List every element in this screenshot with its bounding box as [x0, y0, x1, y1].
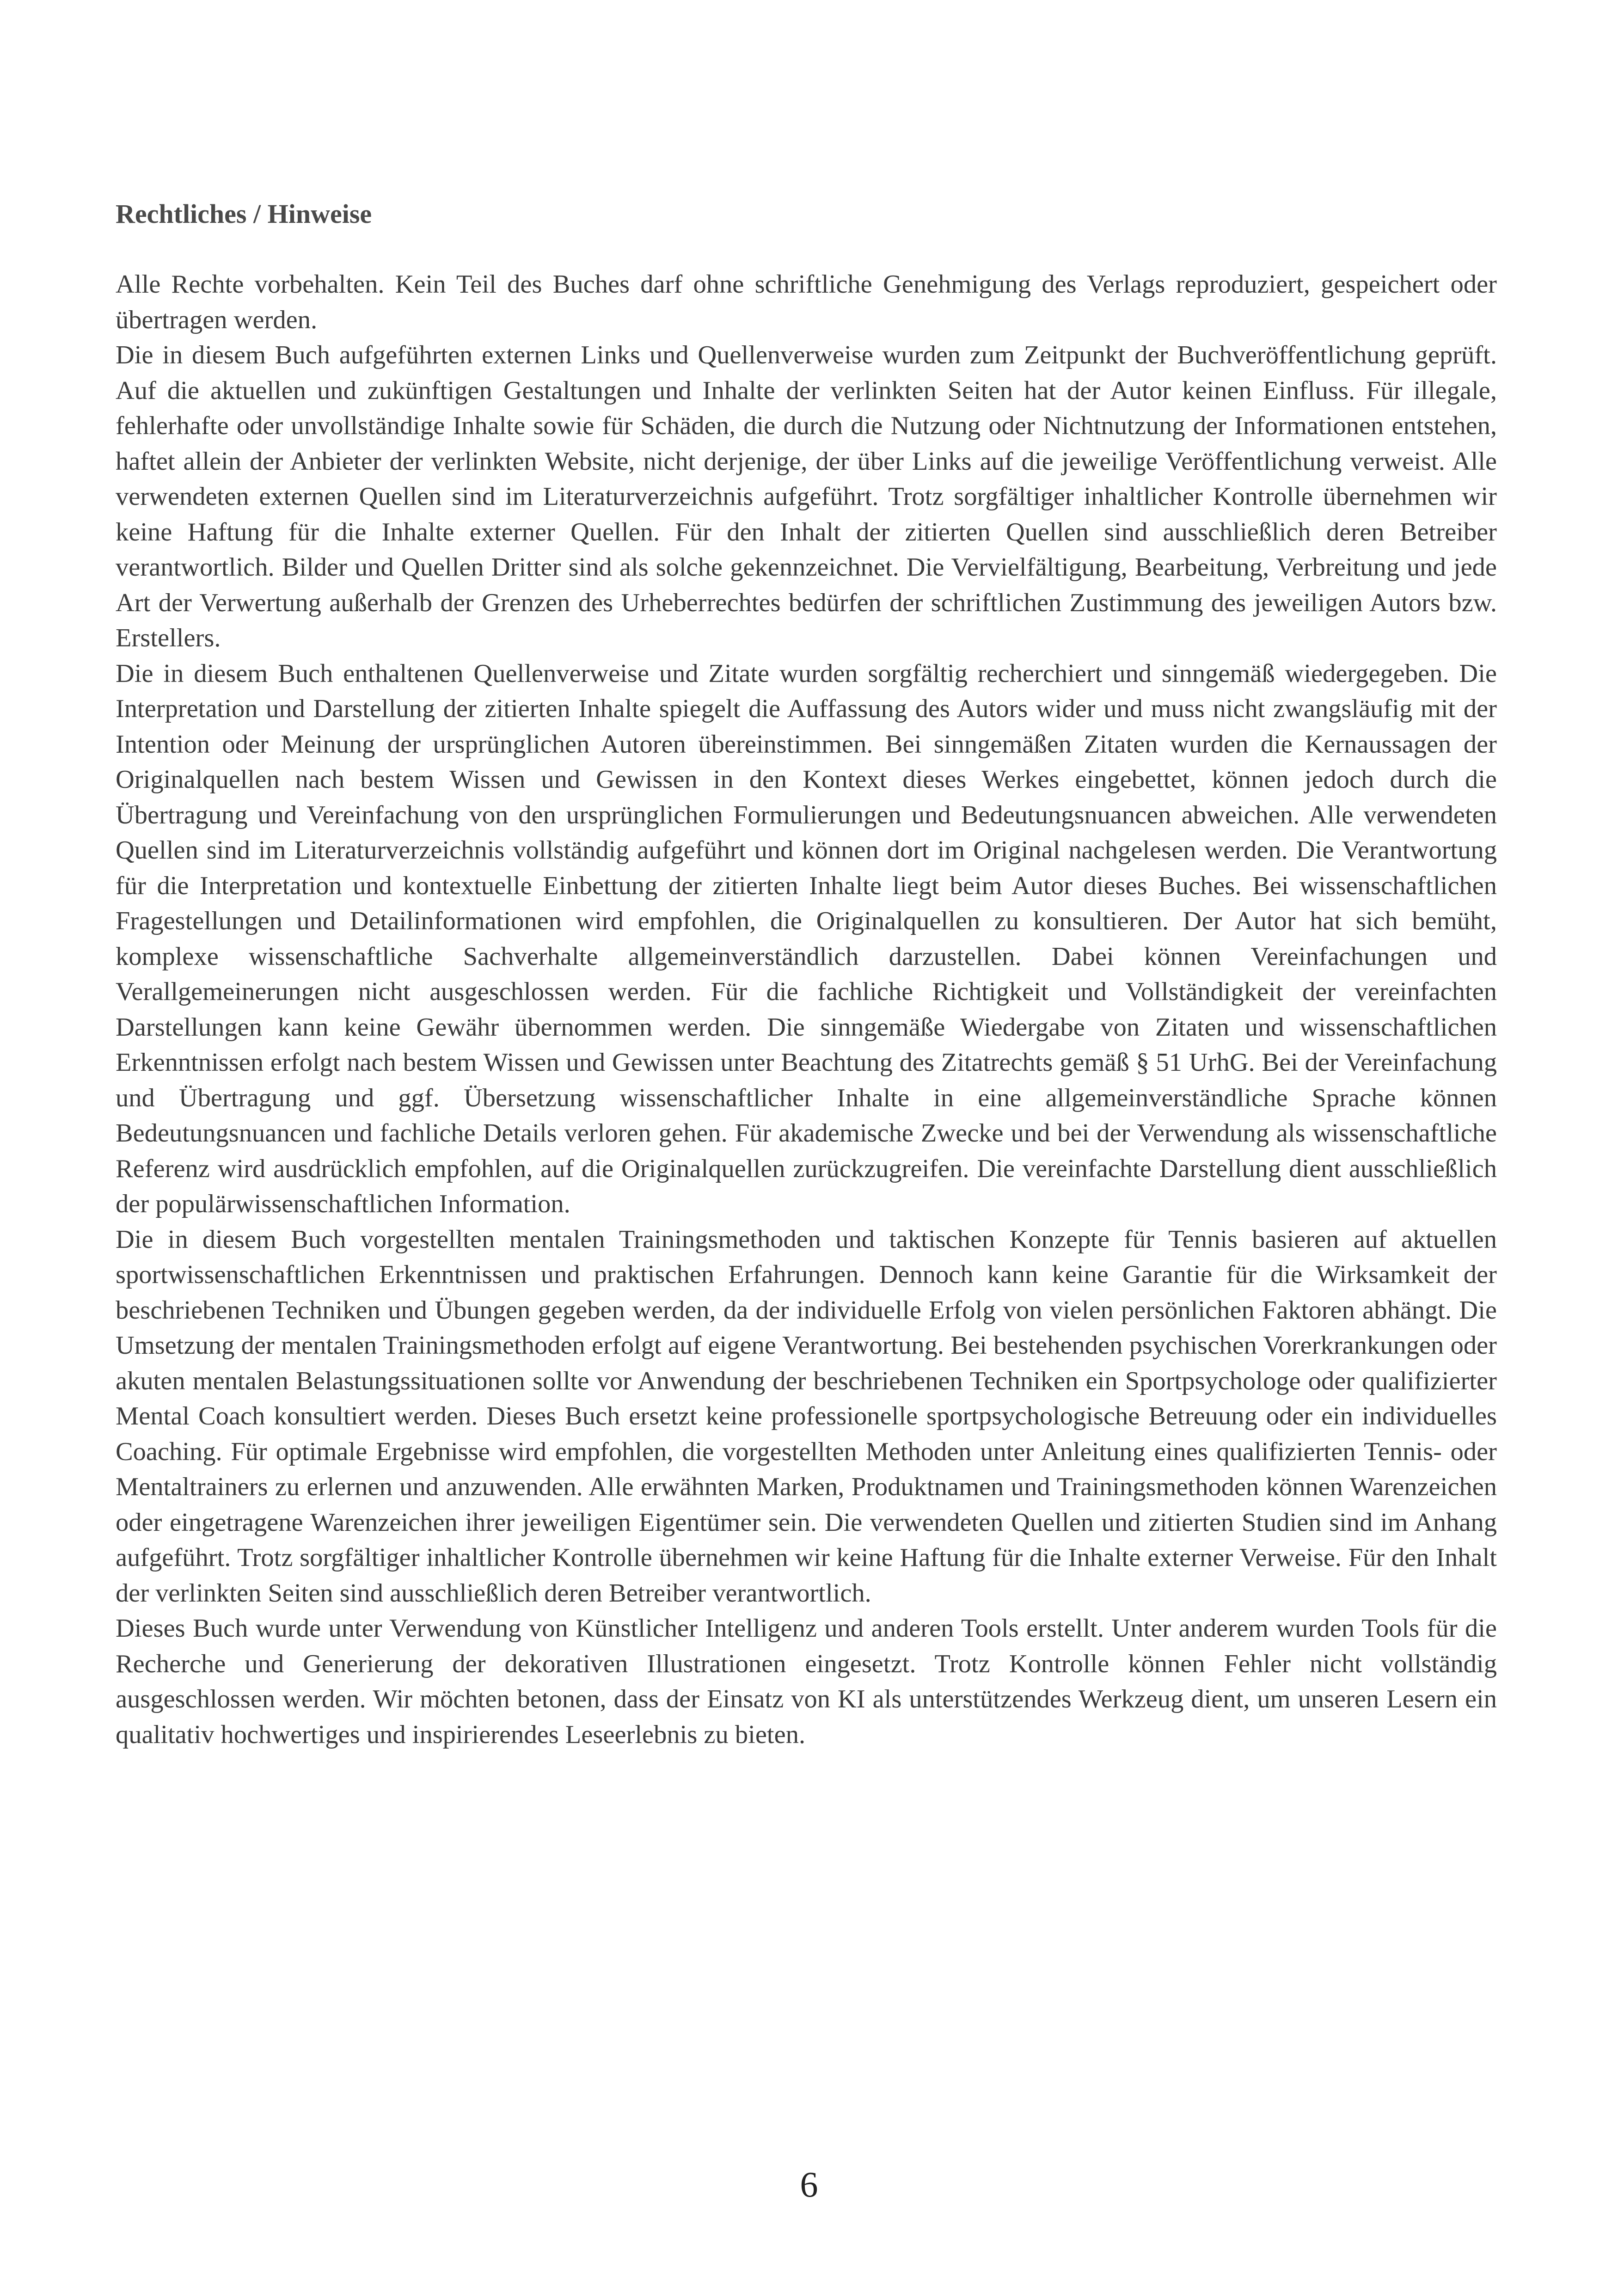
paragraph-citations: Die in diesem Buch enthaltenen Quellenverweise und Zitate wurden sorgfältig recherchiert und sinngemäß wiedergegeben. Die Interpretation und Darstellung der zitierten Inhalte spiegelt die Auffassung des Autors wider und muss nicht zwangsläufig mit der Intention oder Meinung der ursprünglichen Autoren übereinstimmen. Bei sinngemäßen Zitaten wurden die Kernaussagen der Originalquellen nach bestem Wissen und Gewissen in den Kontext dieses Werkes eingebettet, können jedoch durch die Übertragung und Vereinfachung von den ursprünglichen Formulierungen und Bedeutungsnuancen abweichen. Alle verwendeten Quellen sind im Literaturverzeichnis vollständig aufgeführt und können dort im Original nachgelesen werden. Die Verantwortung für die Interpretation und kontextuelle Einbettung der zitierten Inhalte liegt beim Autor dieses Buches. Bei wissenschaftlichen Fragestellungen und Detailinformationen wird empfohlen, die Originalquellen zu konsultieren. Der Autor hat sich bemüht, komplexe wissenschaftliche Sachverhalte allgemeinverständlich darzustellen. Dabei können Vereinfachungen und Verallgemeinerungen nicht ausgeschlossen werden. Für die fachliche Richtigkeit und Vollständigkeit der vereinfachten Darstellungen kann keine Gewähr übernommen werden. Die sinngemäße Wiedergabe von Zitaten und wissenschaftlichen Erkenntnissen erfolgt nach bestem Wissen und Gewissen unter Beachtung des Zitatrechts gemäß § 51 UrhG. Bei der Vereinfachung und Übertragung und ggf. Übersetzung wissenschaftlicher Inhalte in eine allgemeinverständliche Sprache können Bedeutungsnuancen und fachliche Details verloren gehen. Für akademische Zwecke und bei der Verwendung als wissenschaftliche Referenz wird ausdrücklich empfohlen, auf die Originalquellen zurückzugreifen. Die vereinfachte Darstellung dient ausschließlich der populärwissenschaftlichen Information.	[116, 659, 1497, 1218]
paragraph-copyright: Alle Rechte vorbehalten. Kein Teil des Buches darf ohne schriftliche Genehmigung des Verlags reproduziert, gespeichert oder übertragen werden.	[116, 270, 1497, 334]
paragraph-training-disclaimer: Die in diesem Buch vorgestellten mentalen Trainingsmethoden und taktischen Konzepte für Tennis basieren auf aktuellen sportwissenschaftlichen Erkenntnissen und praktischen Erfahrungen. Dennoch kann keine Garantie für die Wirksamkeit der beschriebenen Techniken und Übungen gegeben werden, da der individuelle Erfolg von vielen persönlichen Faktoren abhängt. Die Umsetzung der mentalen Trainingsmethoden erfolgt auf eigene Verantwortung. Bei bestehenden psychischen Vorerkrankungen oder akuten mentalen Belastungssituationen sollte vor Anwendung der beschriebenen Techniken ein Sportpsychologe oder qualifizierter Mental Coach konsultiert werden. Dieses Buch ersetzt keine professionelle sportpsychologische Betreuung oder ein individuelles Coaching. Für optimale Ergebnisse wird empfohlen, die vorgestellten Methoden unter Anleitung eines qualifizierten Tennis- oder Mentaltrainers zu erlernen und anzuwenden. Alle erwähnten Marken, Produktnamen und Trainingsmethoden können Warenzeichen oder eingetragene Warenzeichen ihrer jeweiligen Eigentümer sein. Die verwendeten Quellen und zitierten Studien sind im Anhang aufgeführt. Trotz sorgfältiger inhaltlicher Kontrolle übernehmen wir keine Haftung für die Inhalte externer Verweise. Für den Inhalt der verlinkten Seiten sind ausschließlich deren Betreiber verantwortlich.	[116, 1225, 1497, 1608]
section-heading: Rechtliches / Hinweise	[116, 199, 372, 229]
paragraph-ai-notice: Dieses Buch wurde unter Verwendung von Künstlicher Intelligenz und anderen Tools erstellt. Unter anderem wurden Tools für die Recherche und Generierung der dekorativen Illustrationen eingesetzt. Trotz Kontrolle können Fehler nicht vollständig ausgeschlossen werden. Wir möchten betonen, dass der Einsatz von KI als unterstützendes Werkzeug dient, um unseren Lesern ein qualitativ hochwertiges und inspirierendes Leseerlebnis zu bieten.	[116, 1614, 1497, 1749]
page-number: 6	[800, 2164, 818, 2204]
page-content	[116, 196, 1497, 1752]
paragraph-external-links: Die in diesem Buch aufgeführten externen Links und Quellenverweise wurden zum Zeitpunkt der Buchveröffentlichung geprüft. Auf die aktuellen und zukünftigen Gestaltungen und Inhalte der verlinkten Seiten hat der Autor keinen Einfluss. Für illegale, fehlerhafte oder unvollständige Inhalte sowie für Schäden, die durch die Nutzung oder Nichtnutzung der Informationen entstehen, haftet allein der Anbieter der verlinkten Website, nicht derjenige, der über Links auf die jeweilige Veröffentlichung verweist. Alle verwendeten externen Quellen sind im Literaturverzeichnis aufgeführt. Trotz sorgfältiger inhaltlicher Kontrolle übernehmen wir keine Haftung für die Inhalte externer Quellen. Für den Inhalt der zitierten Quellen sind ausschließlich deren Betreiber verantwortlich. Bilder und Quellen Dritter sind als solche gekennzeichnet. Die Vervielfältigung, Bearbeitung, Verbreitung und jede Art der Verwertung außerhalb der Grenzen des Urheberrechtes bedürfen der schriftlichen Zustimmung des jeweiligen Autors bzw. Erstellers.	[116, 341, 1497, 652]
